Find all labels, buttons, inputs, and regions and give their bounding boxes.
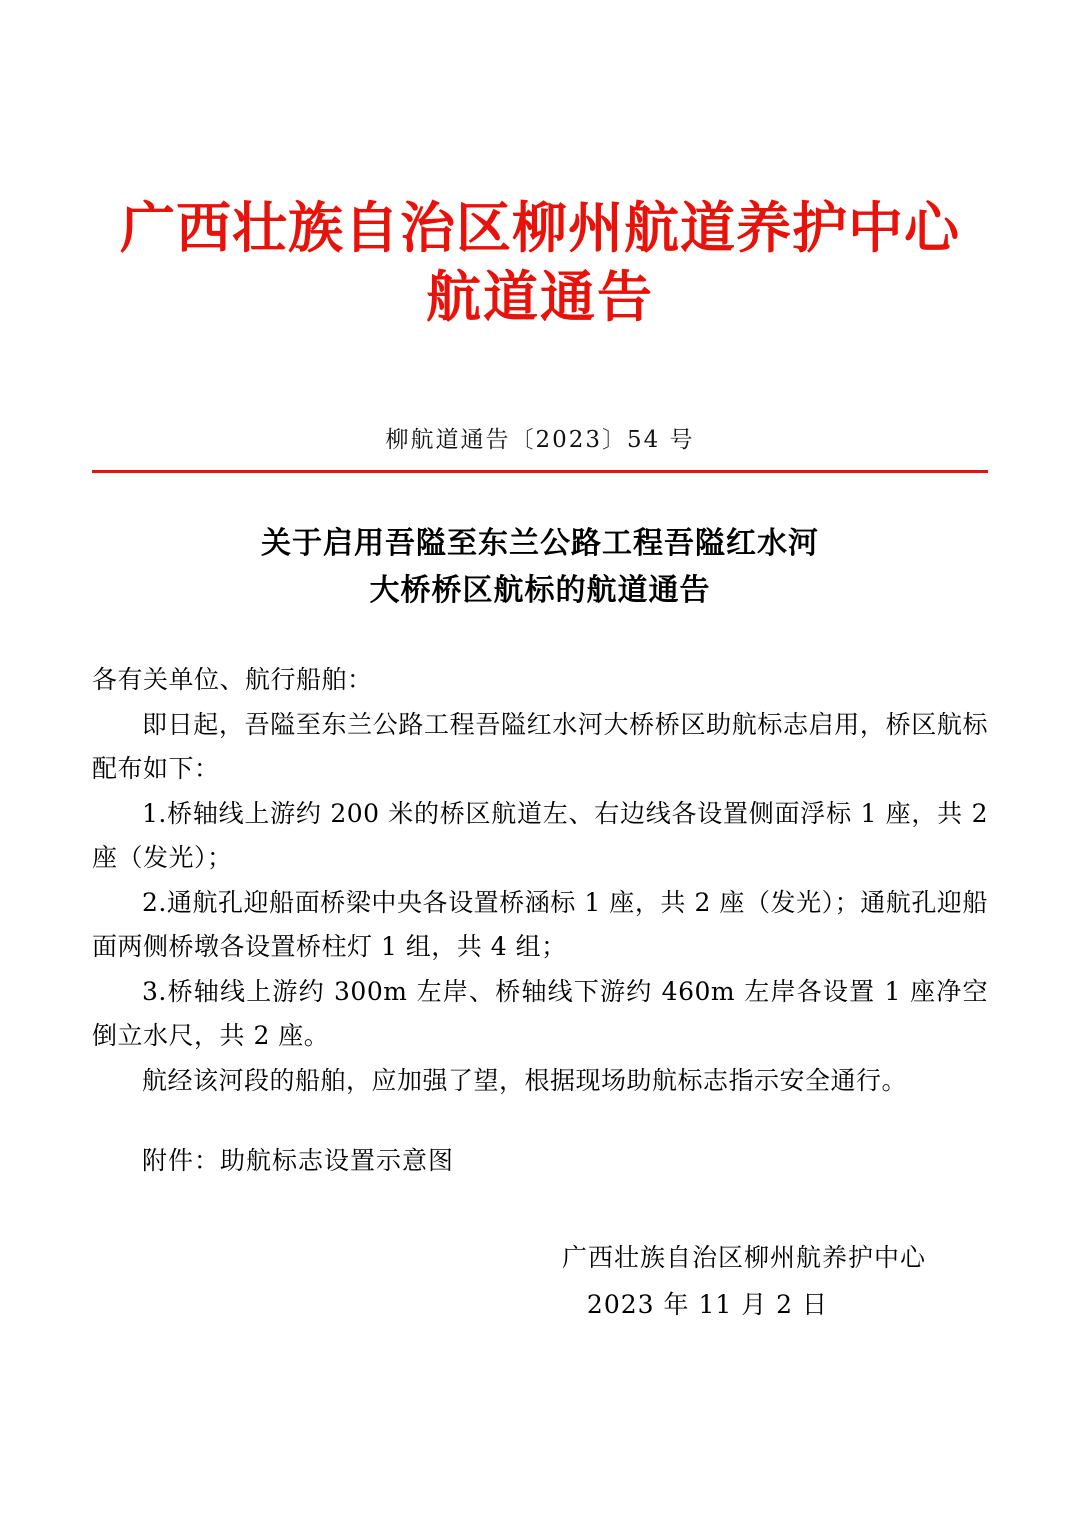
signature-date: 2023 年 11 月 2 日 xyxy=(586,1289,828,1319)
page-title-line-2: 大桥桥区航标的航道通告 xyxy=(369,572,711,608)
masthead-organization: 广西壮族自治区柳州航道养护中心 xyxy=(119,195,960,260)
attachment-note: 附件：助航标志设置示意图 xyxy=(142,1146,455,1176)
page-title xyxy=(92,521,988,614)
salutation: 各有关单位、航行船舶： xyxy=(92,665,373,695)
body-paragraph: 航经该河段的船舶，应加强了望，根据现场助航标志指示安全通行。 xyxy=(142,1065,908,1095)
body-paragraph: 3.桥轴线上游约 300m 左岸、桥轴线下游约 460m 左岸各设置 1 座净空倒立水尺，共 2 座。 xyxy=(92,976,988,1051)
signature-block xyxy=(92,1235,988,1328)
body-paragraph: 1.桥轴线上游约 200 米的桥区航道左、右边线各设置侧面浮标 1 座，共 2 座（发光）； xyxy=(92,798,988,873)
body-paragraph: 即日起，吾隘至东兰公路工程吾隘红水河大桥桥区助航标志启用，桥区航标配布如下： xyxy=(92,709,988,784)
page-title-line-1: 关于启用吾隘至东兰公路工程吾隘红水河 xyxy=(261,526,819,562)
masthead-document-type: 航道通告 xyxy=(425,263,654,329)
masthead xyxy=(92,0,988,333)
document-body xyxy=(92,658,988,1103)
signature-issuer: 广西壮族自治区柳州航养护中心 xyxy=(561,1243,926,1273)
red-divider-rule xyxy=(92,470,988,473)
body-paragraph: 2.通航孔迎船面桥梁中央各设置桥涵标 1 座，共 2 座（发光）；通航孔迎船面两侧桥墩各设置桥柱灯 1 组，共 4 组； xyxy=(92,887,988,962)
document-number: 柳航道通告〔2023〕54 号 xyxy=(385,427,695,454)
